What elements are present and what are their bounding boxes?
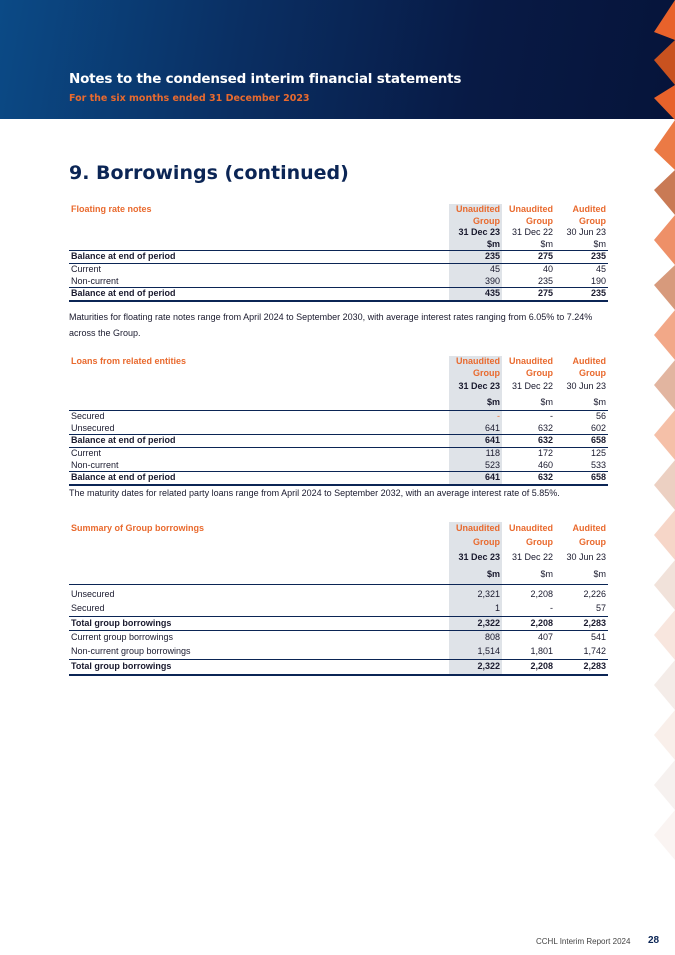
row-value: 641 xyxy=(449,435,502,448)
column-date: 31 Dec 23 xyxy=(449,227,502,239)
row-label: Balance at end of period xyxy=(69,288,449,301)
row-value: 2,208 xyxy=(530,589,553,600)
row-value: 235 xyxy=(449,251,502,264)
row-value: 632 xyxy=(502,435,555,448)
row-label: Balance at end of period xyxy=(69,472,449,485)
row-value: - xyxy=(449,411,502,423)
table-title: Summary of Group borrowings xyxy=(71,523,205,533)
row-value: 2,322 xyxy=(449,616,502,631)
table-row xyxy=(69,435,608,448)
table-row xyxy=(69,616,608,631)
row-value: 45 xyxy=(449,263,502,275)
row-value: 1,801 xyxy=(530,646,553,657)
column-status: Unaudited xyxy=(449,356,502,368)
column-entity: Group xyxy=(449,536,502,550)
loans-related-entities-table xyxy=(69,356,608,486)
table-row xyxy=(69,660,608,675)
row-value: 275 xyxy=(502,251,555,264)
row-value: 235 xyxy=(555,288,608,301)
column-entity: Group xyxy=(449,368,502,380)
row-value: 641 xyxy=(449,423,502,435)
column-status: Unaudited xyxy=(509,523,553,533)
row-label: Non-current group borrowings xyxy=(71,646,191,657)
row-label: Secured xyxy=(71,602,105,613)
table-row xyxy=(69,423,608,435)
column-entity: Group xyxy=(579,215,606,226)
column-unit: $m xyxy=(555,565,608,585)
row-value: - xyxy=(550,602,553,613)
row-label: Total group borrowings xyxy=(69,660,449,675)
column-entity: Group xyxy=(579,536,606,547)
column-status: Audited xyxy=(572,523,606,533)
row-value: 460 xyxy=(537,459,553,470)
page-number: 28 xyxy=(648,935,660,946)
row-value: 2,208 xyxy=(502,660,555,675)
row-value: 2,321 xyxy=(449,585,502,602)
table-row xyxy=(69,263,608,275)
row-value: 45 xyxy=(595,263,606,274)
row-value: 172 xyxy=(537,447,553,458)
column-entity: Group xyxy=(526,215,553,226)
column-date: 30 Jun 23 xyxy=(566,227,606,238)
row-label: Balance at end of period xyxy=(69,435,449,448)
row-value: 533 xyxy=(590,459,606,470)
row-value: 1,514 xyxy=(449,645,502,659)
column-unit: $m xyxy=(502,239,555,251)
row-label: Unsecured xyxy=(71,589,115,600)
footer-report-name: CCHL Interim Report 2024 xyxy=(536,937,631,946)
row-value: 435 xyxy=(449,288,502,301)
row-value: 658 xyxy=(555,435,608,448)
column-date: 31 Dec 22 xyxy=(511,381,553,392)
row-label: Total group borrowings xyxy=(69,616,449,631)
floating-rate-notes-table xyxy=(69,204,608,302)
column-entity: Group xyxy=(526,536,553,547)
row-value: 2,283 xyxy=(555,660,608,675)
related-party-loans-note: The maturity dates for related party loans range from April 2024 to September 2032, with an average interest rate of 5.85%. xyxy=(69,488,560,498)
table-row xyxy=(69,585,608,602)
table-row xyxy=(69,251,608,264)
column-unit: $m xyxy=(449,565,502,585)
column-unit: $m xyxy=(502,395,555,411)
column-date: 31 Dec 22 xyxy=(511,551,553,562)
table-row xyxy=(69,602,608,616)
column-unit: $m xyxy=(449,395,502,411)
column-entity: Group xyxy=(579,367,606,378)
page-header-title: Notes to the condensed interim financial statements xyxy=(69,71,462,87)
row-value: 390 xyxy=(449,276,502,288)
row-label: Balance at end of period xyxy=(69,251,449,264)
row-value: 641 xyxy=(449,472,502,485)
column-date: 31 Dec 23 xyxy=(449,550,502,566)
table-title: Floating rate notes xyxy=(71,204,152,214)
table-row xyxy=(69,411,608,423)
row-value: 235 xyxy=(537,275,553,286)
row-value: 541 xyxy=(590,632,606,643)
row-label: Non-current xyxy=(71,275,119,286)
column-date: 31 Dec 23 xyxy=(449,379,502,395)
row-value: 235 xyxy=(555,251,608,264)
row-value: 275 xyxy=(502,288,555,301)
row-label: Unsecured xyxy=(71,422,115,433)
column-status: Audited xyxy=(572,356,606,366)
row-value: 632 xyxy=(537,422,553,433)
table-row xyxy=(69,460,608,472)
table-title: Loans from related entities xyxy=(71,356,187,366)
row-label: Current xyxy=(71,263,102,274)
row-label: Non-current xyxy=(71,459,119,470)
table-row xyxy=(69,645,608,659)
row-value: - xyxy=(550,411,553,422)
row-value: 125 xyxy=(590,447,606,458)
row-value: 523 xyxy=(449,460,502,472)
column-status: Unaudited xyxy=(509,204,553,214)
row-label: Current group borrowings xyxy=(71,632,174,643)
column-unit: $m xyxy=(502,565,555,585)
table-row xyxy=(69,447,608,459)
row-value: 602 xyxy=(590,422,606,433)
row-value: 808 xyxy=(449,631,502,645)
floating-rate-notes-note: Maturities for floating rate notes range from April 2024 to September 2030, with average interest rates ranging from 6.05% to 7.24% across the Group. xyxy=(69,312,593,338)
row-value: 1 xyxy=(449,602,502,616)
row-value: 2,283 xyxy=(555,616,608,631)
row-value: 407 xyxy=(537,632,553,643)
row-value: 658 xyxy=(555,472,608,485)
column-unit: $m xyxy=(449,239,502,251)
row-label: Current xyxy=(71,447,102,458)
row-value: 57 xyxy=(595,602,606,613)
summary-group-borrowings-table xyxy=(69,522,608,676)
row-value: 1,742 xyxy=(583,646,606,657)
column-date: 30 Jun 23 xyxy=(566,381,606,392)
row-value: 56 xyxy=(595,411,606,422)
column-status: Unaudited xyxy=(449,204,502,216)
column-status: Unaudited xyxy=(509,356,553,366)
row-value: 40 xyxy=(542,263,553,274)
table-row xyxy=(69,288,608,301)
column-unit: $m xyxy=(555,395,608,411)
table-row xyxy=(69,631,608,645)
page-header-subtitle: For the six months ended 31 December 2023 xyxy=(69,93,310,104)
column-entity: Group xyxy=(449,216,502,228)
row-value: 118 xyxy=(449,447,502,459)
row-value: 2,226 xyxy=(583,589,606,600)
column-status: Audited xyxy=(572,204,606,214)
row-value: 632 xyxy=(502,472,555,485)
table-row xyxy=(69,276,608,288)
column-status: Unaudited xyxy=(449,522,502,536)
section-heading: 9. Borrowings (continued) xyxy=(69,162,349,184)
row-value: 190 xyxy=(590,275,606,286)
column-date: 30 Jun 23 xyxy=(566,551,606,562)
row-label: Secured xyxy=(71,411,105,422)
column-entity: Group xyxy=(526,367,553,378)
row-value: 2,322 xyxy=(449,660,502,675)
row-value: 2,208 xyxy=(502,616,555,631)
column-date: 31 Dec 22 xyxy=(511,227,553,238)
table-row xyxy=(69,472,608,485)
column-unit: $m xyxy=(555,239,608,251)
